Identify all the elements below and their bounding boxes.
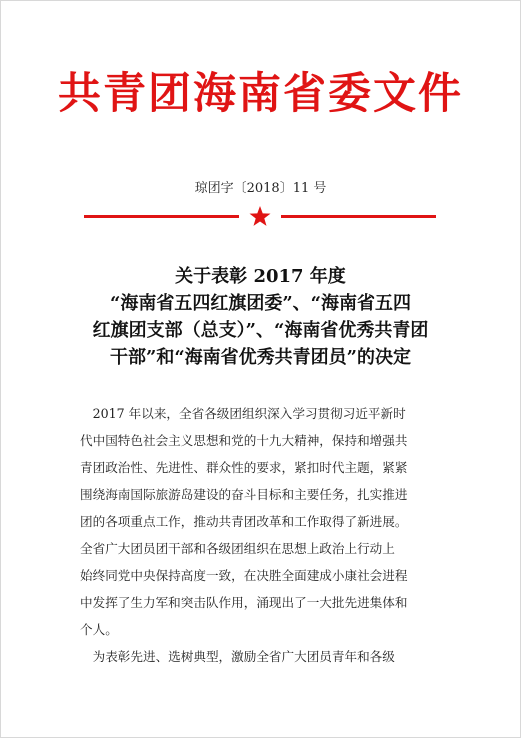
body-line: 围绕海南国际旅游岛建设的奋斗目标和主要任务，扎实推进: [80, 487, 408, 502]
divider-graphic: [84, 206, 436, 228]
divider-line-left: [84, 215, 239, 218]
body-line: 团的各项重点工作，推动共青团改革和工作取得了新进展。: [80, 514, 408, 529]
red-divider: [84, 206, 436, 228]
document-title: [40, 263, 481, 371]
body-line: 全省广大团员团干部和各级团组织在思想上政治上行动上: [80, 541, 395, 556]
title-line: 关于表彰 2017 年度: [175, 266, 346, 287]
title-line: “海南省五四红旗团委”、“海南省五四: [109, 293, 412, 314]
star-icon: [250, 206, 271, 226]
document-body: [80, 400, 442, 670]
body-line: 始终同党中央保持高度一致，在决胜全面建成小康社会进程: [80, 568, 408, 583]
body-line: 个人。: [80, 622, 118, 637]
body-line: 代中国特色社会主义思想和党的十九大精神，保持和增强共: [80, 433, 408, 448]
divider-line-right: [281, 215, 436, 218]
title-line: 红旗团支部（总支）”、“海南省优秀共青团: [92, 320, 429, 341]
body-line: 青团政治性、先进性、群众性的要求，紧扣时代主题，紧紧: [80, 460, 408, 475]
body-line: 中发挥了生力军和突击队作用，涌现出了一大批先进集体和: [80, 595, 408, 610]
body-line: 2017 年以来，全省各级团组织深入学习贯彻习近平新时: [80, 406, 406, 421]
issuer-heading: 共青团海南省委文件: [58, 69, 463, 119]
title-line: 干部”和“海南省优秀共青团员”的决定: [109, 347, 412, 368]
document-number: 琼团字〔2018〕11 号: [194, 181, 327, 196]
body-line: 为表彰先进、选树典型，激励全省广大团员青年和各级: [80, 649, 395, 664]
